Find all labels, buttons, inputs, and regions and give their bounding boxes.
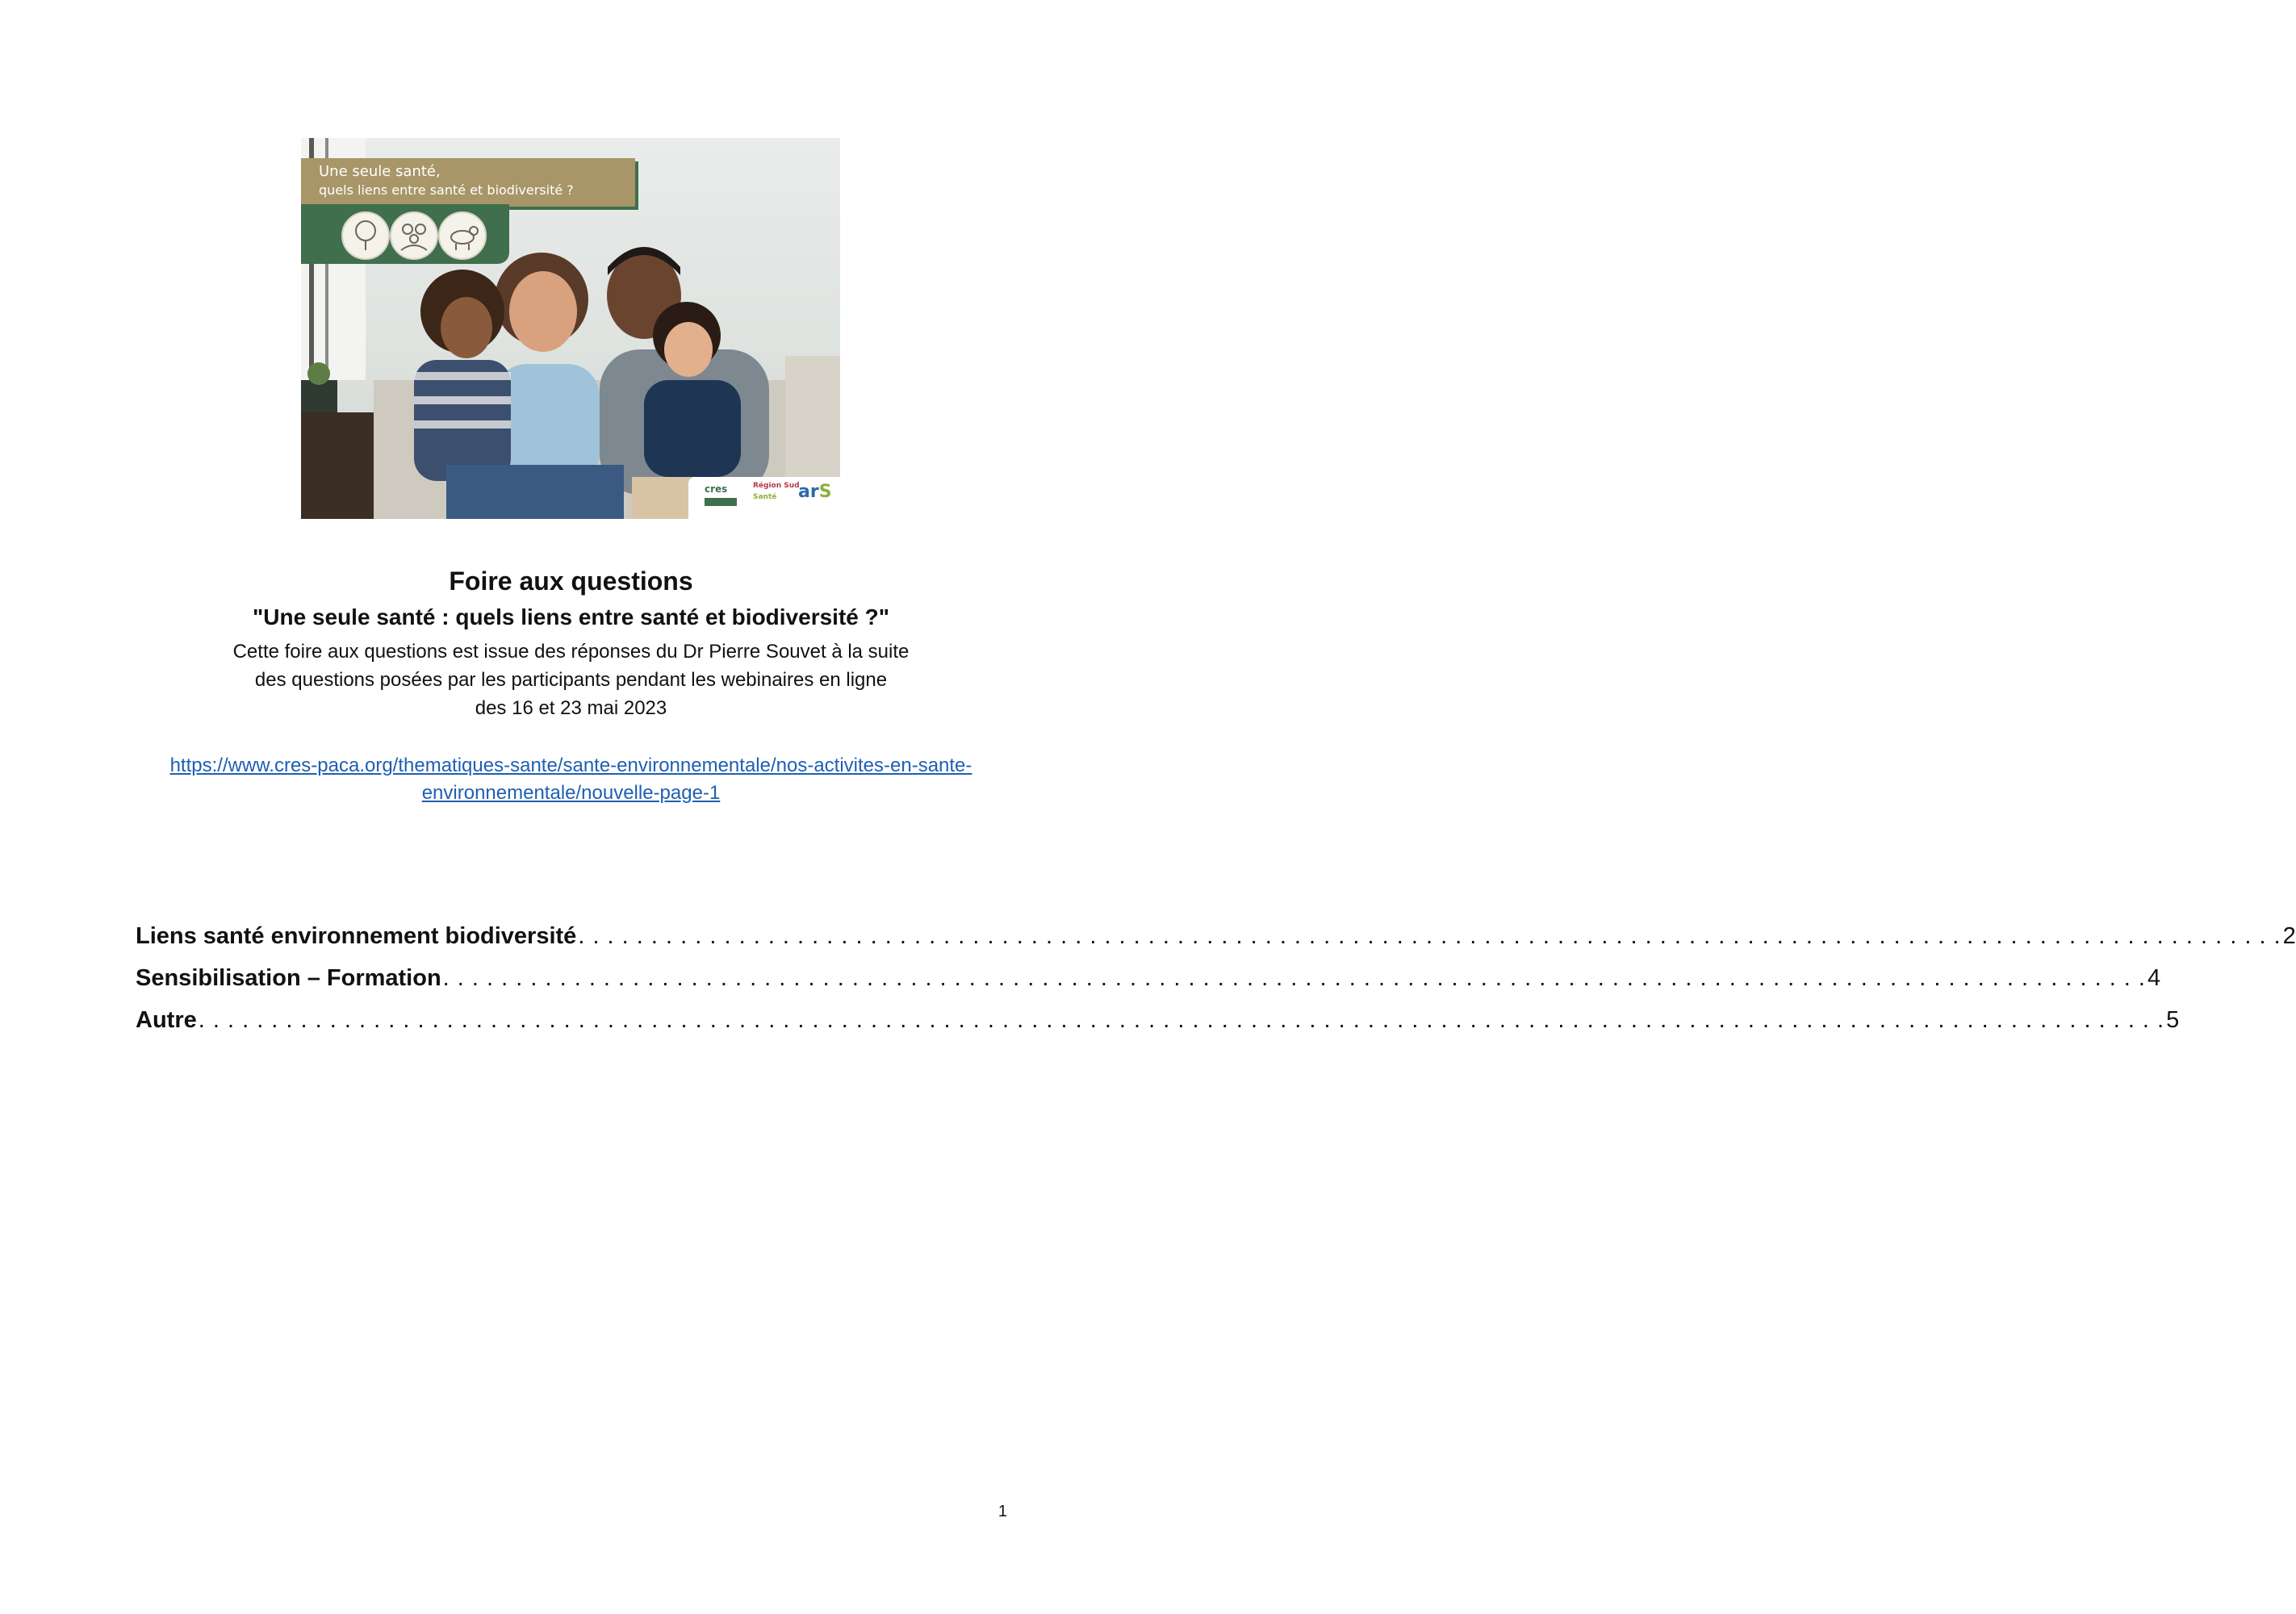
intro-line: Cette foire aux questions est issue des réponses du Dr Pierre Souvet à la suite — [232, 641, 910, 663]
cover-banner-line2: quels liens entre santé et biodiversité ? — [319, 182, 574, 198]
toc-entry-page: 4 — [2147, 965, 2161, 991]
webinar-link-line2[interactable]: environnementale/nouvelle-page-1 — [421, 782, 721, 804]
toc-entry-label: Sensibilisation – Formation — [136, 965, 441, 991]
toc-leader-dots: . . . . . . . . . . . . . . . . . . . . . . . . . . . . . . . . . . . . . . . . . . . . . . . . . . . . . . . . . . . . . . . . . . . . . . . . . . . . . . . . . . . . . . . . . . . . . . . . . . . . . . . . . . . . . . . . . . . . . — [578, 923, 2281, 949]
toc-entry-page: 2 — [2282, 923, 2296, 949]
toc-entry-label: Autre — [136, 1007, 197, 1033]
table-of-contents — [136, 923, 2296, 1049]
family-icon — [390, 211, 438, 260]
cover-banner — [301, 158, 635, 207]
cover-banner-line1: Une seule santé, — [319, 163, 441, 180]
partner-logos — [688, 477, 840, 519]
intro-line: des questions posées par les participants pendant les webinaires en ligne — [254, 669, 888, 691]
toc-entry[interactable] — [136, 1007, 2180, 1049]
sante-logo: Santé — [753, 493, 777, 501]
document-subtitle: "Une seule santé : quels liens entre santé et biodiversité ?" — [252, 604, 890, 629]
toc-entry[interactable] — [136, 923, 2296, 965]
ars-logo: arS — [798, 482, 832, 502]
toc-entry[interactable] — [136, 965, 2161, 1007]
webinar-link-line1[interactable]: https://www.cres-paca.org/thematiques-sante/sante-environnementale/nos-activites-en-sante- — [169, 755, 972, 776]
cres-logo-bar — [705, 498, 737, 506]
animal-icon — [438, 211, 487, 260]
toc-entry-page: 5 — [2166, 1007, 2180, 1033]
intro-line: des 16 et 23 mai 2023 — [475, 697, 667, 719]
intro-paragraph — [0, 638, 1142, 722]
page-number: 1 — [997, 1503, 1007, 1520]
region-sud-logo: Région Sud — [753, 482, 800, 490]
cres-logo: cres — [705, 483, 728, 495]
toc-leader-dots: . . . . . . . . . . . . . . . . . . . . . . . . . . . . . . . . . . . . . . . . . . . . . . . . . . . . . . . . . . . . . . . . . . . . . . . . . . . . . . . . . . . . . . . . . . . . . . . . . . . . . . . . . . . . . . . . . . . . . — [442, 965, 2146, 991]
toc-entry-label: Liens santé environnement biodiversité — [136, 923, 577, 949]
cover-image — [301, 138, 840, 519]
tree-icon — [341, 211, 390, 260]
toc-leader-dots: . . . . . . . . . . . . . . . . . . . . . . . . . . . . . . . . . . . . . . . . . . . . . . . . . . . . . . . . . . . . . . . . . . . . . . . . . . . . . . . . . . . . . . . . . . . . . . . . . . . . . . . . . . . . . . . . . . . . . . . . . . . . . . . . . . . . . . . — [198, 1007, 2165, 1033]
cover-badge — [301, 204, 509, 264]
document-title: Foire aux questions — [449, 567, 693, 596]
webinar-link[interactable] — [0, 752, 1142, 807]
